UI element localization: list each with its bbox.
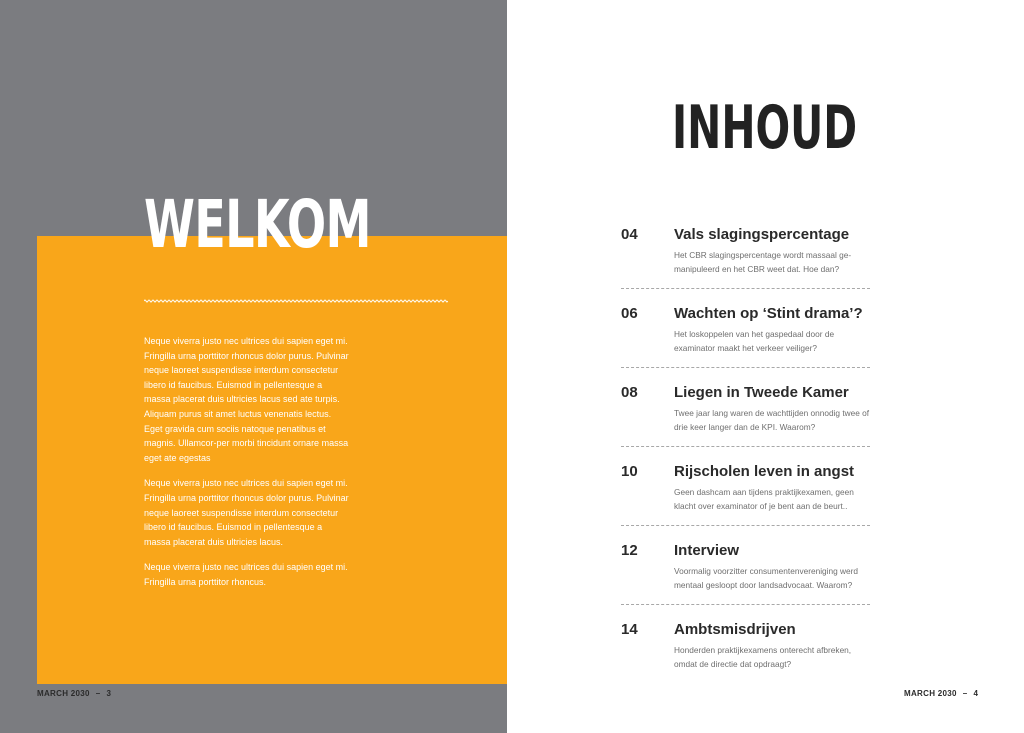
toc-item-description: Honderden praktijkexamens onterecht afbreken, omdat de directie dat opdraagt? [674,645,852,670]
toc-divider [621,604,870,605]
footer-dash: – [95,689,101,698]
toc-item[interactable] [621,540,871,619]
toc-page-number: 10 [621,463,638,480]
footer-date: MARCH 2030 [904,689,957,698]
toc-item-title: Rijscholen leven in angst [674,463,855,480]
intro-paragraph-1: Neque viverra justo nec ultrices dui sapien eget mi. Fringilla urna porttitor rhoncus dolor purus. Pulvinar neque laoreet suspendisse interdum consectetur libero id faucibus. Euismod in pellentesque a massa placerat duis ultricies lacus sed ate turpis. Aliquam purus sit amet luctus venenatis lectus. Eget gravida cum sociis natoque penatibus et magnis. Ullamcor-per morbi tincidunt ornare massa eget ate egestas [144,336,349,463]
toc-item-description: Het loskoppelen van het gaspedaal door de examinator maakt het verkeer veiliger? [674,329,835,354]
toc-divider [621,446,870,447]
footer-date: MARCH 2030 [37,689,90,698]
footer-right [904,689,978,698]
toc-divider [621,288,870,289]
toc-divider [621,367,870,368]
toc-item-description: Twee jaar lang waren de wachttijden onnodig twee of drie keer langer dan de KPI. Waarom? [674,408,870,433]
toc-page-number: 04 [621,226,638,243]
toc-item-description: Geen dashcam aan tijdens praktijkexamen, geen klacht over examinator of je bent aan de beurt.. [674,487,854,512]
footer-left [37,689,111,698]
toc-page-number: 06 [621,305,638,322]
toc-item[interactable] [621,382,871,461]
toc-item-title: Vals slagingspercentage [674,226,850,243]
toc-item[interactable] [621,303,871,382]
toc-title: INHOUD [672,93,858,163]
toc-item-title: Ambtsmisdrijven [674,621,796,638]
toc-item[interactable] [621,224,871,303]
toc-page-number: 08 [621,384,638,401]
toc-item[interactable] [621,461,871,540]
footer-page-number: 4 [973,689,979,698]
toc-item-description: Het CBR slagingspercentage wordt massaal ge-manipuleerd en het CBR weet dat. Hoe dan? [674,250,852,275]
intro-paragraph-2: Neque viverra justo nec ultrices dui sapien eget mi. Fringilla urna porttitor rhoncus dolor purus. Pulvinar neque laoreet suspendisse interdum consectetur libero id faucibus. Euismod in pellentesque a massa placerat duis ultricies lacus. [144,478,349,547]
intro-paragraph-3: Neque viverra justo nec ultrices dui sapien eget mi. Fringilla urna porttitor rhoncus. [144,562,348,587]
toc-page-number: 14 [621,621,638,638]
wave-divider [144,296,448,306]
toc-divider [621,525,870,526]
toc-item-title: Liegen in Tweede Kamer [674,384,849,401]
footer-page-number: 3 [106,689,112,698]
toc-page-number: 12 [621,542,638,559]
toc-item-title: Wachten op ‘Stint drama’? [674,305,863,322]
footer-dash: – [962,689,968,698]
welcome-title: WELKOM [144,186,371,263]
toc-item[interactable] [621,619,871,698]
toc-item-title: Interview [674,542,740,559]
toc-item-description: Voormalig voorzitter consumentenvereniging werd mentaal gesloopt door landsadvocaat. Waarom? [674,566,859,591]
toc-list [621,224,871,698]
intro-text [144,334,349,601]
